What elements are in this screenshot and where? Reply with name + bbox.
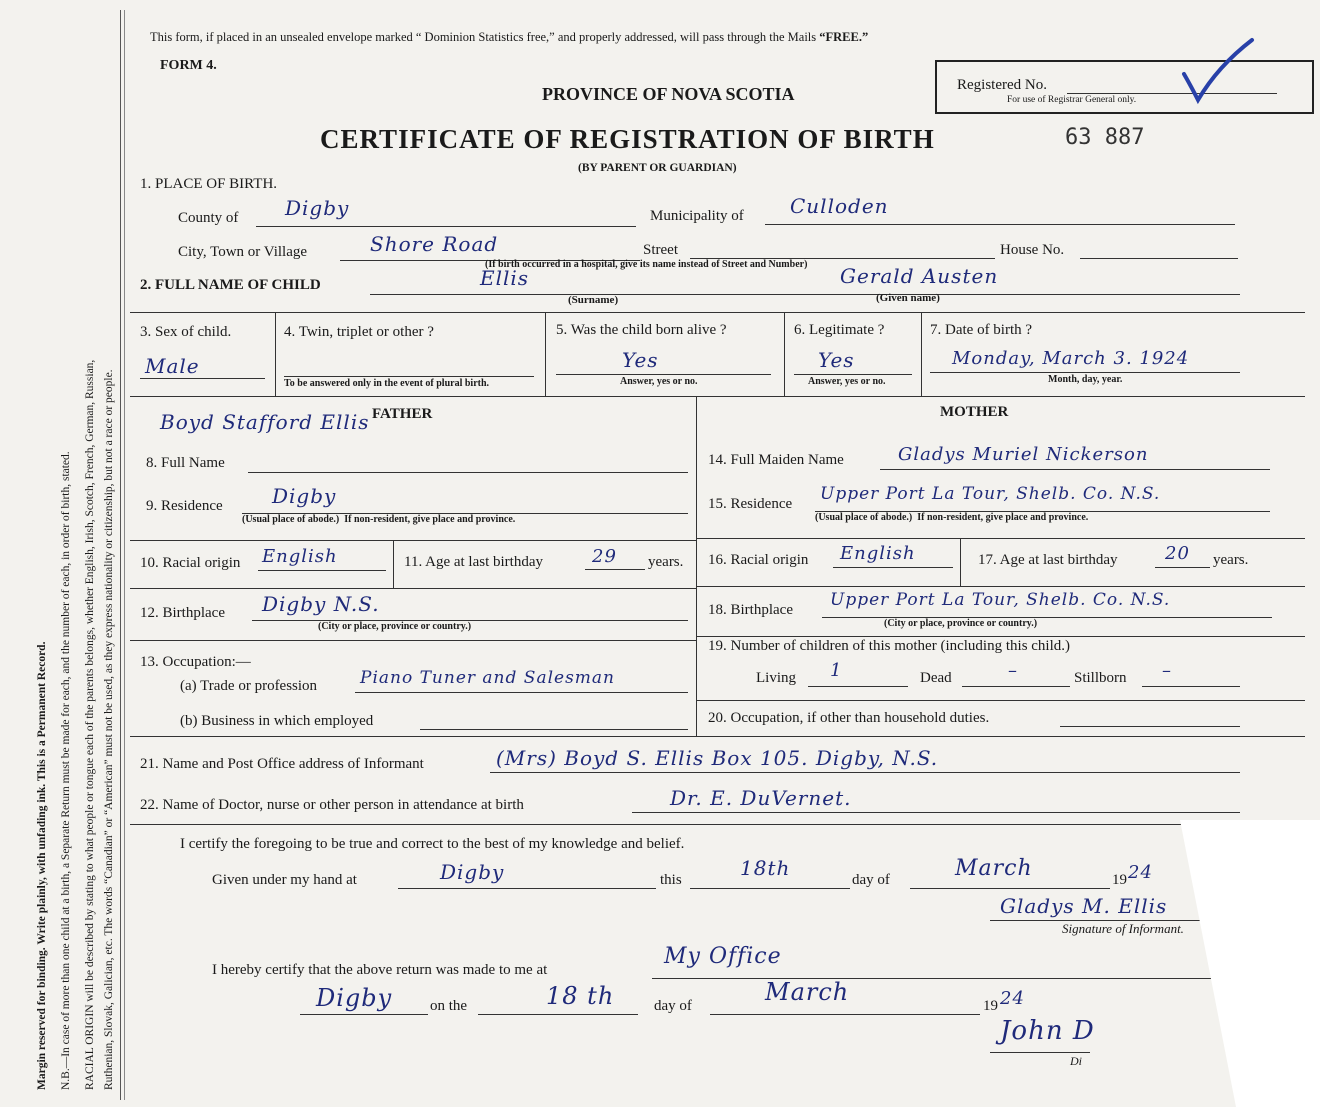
dob-label: 7. Date of birth ?: [930, 322, 1033, 338]
facts-top-rule: [130, 312, 1305, 313]
registrar-town-value: Digby: [316, 984, 393, 1012]
mother-age-value: 20: [1165, 543, 1190, 564]
given-place-value: Digby: [440, 860, 505, 884]
binding-rule-2: [124, 10, 125, 1100]
child-name-line: [370, 294, 1240, 295]
sex-value: Male: [145, 354, 200, 378]
father-name-line: [248, 472, 688, 473]
father-business-line: [420, 729, 688, 730]
father-trade-label: (a) Trade or profession: [180, 678, 318, 694]
dead-line: [962, 686, 1070, 687]
mother-name-line: [880, 469, 1270, 470]
margin-binding-note: Margin reserved for binding. Write plainly, with unfading ink. This is a Permanent Record.: [36, 641, 48, 1090]
father-birthplace-label: 12. Birthplace: [140, 605, 225, 621]
margin-multiple-birth-note: N.B.—In case of more than one child at a birth, a Separate Return must be made for each, and the number of each, in order of birth, stated.: [60, 451, 72, 1090]
sex-label: 3. Sex of child.: [140, 324, 232, 340]
signature-label: Signature of Informant.: [1062, 921, 1184, 936]
father-racial-line: [258, 570, 386, 571]
cert-year-value: 24: [1128, 862, 1153, 883]
checkmark-icon: [1178, 36, 1258, 106]
cert-day-line: [690, 888, 850, 889]
registrar-signature-line: [990, 1052, 1090, 1053]
child-name-label: 2. FULL NAME OF CHILD: [140, 277, 321, 293]
alive-note: Answer, yes or no.: [620, 376, 698, 387]
cert-month-line: [910, 888, 1110, 889]
father-trade-value: Piano Tuner and Salesman: [360, 668, 616, 688]
form-number: FORM 4.: [160, 58, 217, 73]
registrar-statement: I hereby certify that the above return was made to me at: [212, 962, 548, 978]
this-label: this: [660, 872, 682, 888]
province-heading: PROVINCE OF NOVA SCOTIA: [542, 84, 795, 104]
living-label: Living: [756, 670, 796, 686]
municipality-value: Culloden: [790, 194, 889, 218]
father-birthplace-value: Digby N.S.: [262, 592, 380, 616]
mother-name-value: Gladys Muriel Nickerson: [898, 444, 1149, 465]
father-name-value: Boyd Stafford Ellis: [160, 410, 370, 434]
informant-line: [490, 772, 1240, 773]
legitimate-line: [794, 374, 912, 375]
mother-abode-note: (Usual place of abode.) If non-resident, give place and province.: [815, 512, 1089, 523]
dead-value: –: [1008, 660, 1018, 681]
margin-racial-origin-note: RACIAL ORIGIN will be described by stating to what people or tongue each of the parents belongs, whether English, Irish, Scotch, French, German, Russian,: [84, 359, 96, 1090]
informant-label: 21. Name and Post Office address of Informant: [140, 756, 424, 772]
mail-notice: This form, if placed in an unsealed envelope marked “ Dominion Statistics free,” and properly addressed, will pass through the Mails “FREE.”: [150, 30, 869, 44]
father-age-label: 11. Age at last birthday: [404, 554, 543, 570]
father-rule-3: [130, 640, 696, 641]
certify-statement: I certify the foregoing to be true and correct to the best of my knowledge and belief.: [180, 836, 685, 852]
doctor-value: Dr. E. DuVernet.: [670, 786, 852, 810]
mother-birthplace-label: 18. Birthplace: [708, 602, 793, 618]
mother-age-line: [1155, 567, 1210, 568]
father-age-line: [585, 569, 645, 570]
stillborn-value: –: [1162, 660, 1172, 681]
father-age-value: 29: [592, 546, 617, 567]
legitimate-label: 6. Legitimate ?: [794, 322, 885, 338]
parents-bottom-rule: [130, 736, 1305, 737]
registrar-signature: John D: [1000, 1016, 1095, 1046]
street-label: Street: [643, 242, 678, 258]
mother-racial-label: 16. Racial origin: [708, 552, 809, 568]
dob-note: Month, day, year.: [1048, 374, 1123, 385]
twin-line: [284, 376, 534, 377]
registrar-month-line: [710, 1014, 980, 1015]
registrar-trailing-text: Di: [1070, 1054, 1082, 1068]
doctor-line: [632, 812, 1240, 813]
father-business-label: (b) Business in which employed: [180, 713, 374, 729]
mother-name-label: 14. Full Maiden Name: [708, 452, 844, 468]
mother-residence-value: Upper Port La Tour, Shelb. Co. N.S.: [820, 484, 1161, 504]
father-trade-line: [355, 692, 688, 693]
alive-line: [556, 374, 771, 375]
legitimate-value: Yes: [818, 348, 855, 372]
house-no-label: House No.: [1000, 242, 1065, 258]
mother-rule-4: [696, 700, 1305, 701]
mother-years-label: years.: [1213, 552, 1249, 568]
registrar-day-line: [478, 1014, 638, 1015]
binding-rule: [120, 10, 121, 1100]
cert-day-of-label: day of: [852, 872, 890, 888]
certificate-subtitle: (BY PARENT OR GUARDIAN): [578, 162, 737, 174]
given-under-hand-label: Given under my hand at: [212, 872, 357, 888]
registrar-day-value: 18 th: [546, 982, 615, 1010]
dob-value: Monday, March 3. 1924: [952, 348, 1190, 369]
mother-age-label: 17. Age at last birthday: [978, 552, 1118, 568]
dead-label: Dead: [920, 670, 952, 686]
registrar-day-of-label: day of: [654, 998, 692, 1014]
mother-racial-line: [833, 567, 953, 568]
mother-birthplace-note: (City or place, province or country.): [884, 618, 1038, 629]
father-racial-label: 10. Racial origin: [140, 555, 241, 571]
father-racial-value: English: [262, 546, 338, 567]
facts-divider-2: [545, 312, 546, 396]
twin-note: To be answered only in the event of plural birth.: [284, 378, 490, 389]
serial-number: 63 887: [1065, 125, 1145, 150]
doctor-label: 22. Name of Doctor, nurse or other person in attendance at birth: [140, 797, 524, 813]
place-of-birth-label: 1. PLACE OF BIRTH.: [140, 176, 278, 192]
certification-rule: [130, 824, 1305, 825]
father-occupation-label: 13. Occupation:—: [140, 654, 251, 670]
living-value: 1: [830, 660, 843, 681]
informant-value: (Mrs) Boyd S. Ellis Box 105. Digby, N.S.: [496, 746, 939, 770]
alive-label: 5. Was the child born alive ?: [556, 322, 727, 338]
stillborn-label: Stillborn: [1074, 670, 1127, 686]
registered-note: For use of Registrar General only.: [1007, 95, 1137, 105]
registrar-year-prefix: 19: [983, 998, 998, 1014]
mother-occupation-label: 20. Occupation, if other than household duties.: [708, 710, 990, 726]
father-residence-value: Digby: [272, 484, 337, 508]
municipality-line: [765, 224, 1235, 225]
cert-month-value: March: [955, 856, 1033, 881]
mother-rule-3: [696, 636, 1305, 637]
given-name-label: (Given name): [876, 292, 940, 304]
dob-line: [930, 372, 1240, 373]
city-value: Shore Road: [370, 232, 499, 256]
margin-racial-origin-note-2: Ruthenian, Slovak, Galician, etc. The words “Canadian” or “American” must not be used, as they express nationality or citizenship, but not a race or people.: [103, 369, 115, 1090]
father-birthplace-note: (City or place, province or country.): [318, 621, 472, 632]
father-abode-note: (Usual place of abode.) If non-resident, give place and province.: [242, 514, 516, 525]
mother-birthplace-value: Upper Port La Tour, Shelb. Co. N.S.: [830, 590, 1171, 610]
mother-children-label: 19. Number of children of this mother (including this child.): [708, 638, 1071, 654]
sex-line: [140, 378, 265, 379]
cert-day-value: 18th: [740, 856, 791, 880]
surname-label: (Surname): [568, 294, 619, 306]
stillborn-line: [1142, 686, 1240, 687]
facts-divider-3: [784, 312, 785, 396]
registrar-year-value: 24: [1000, 988, 1025, 1009]
registered-label: Registered No.: [957, 77, 1047, 93]
county-value: Digby: [285, 196, 350, 220]
parents-divider: [696, 396, 697, 736]
registrar-place-value: My Office: [664, 944, 782, 969]
father-name-label: 8. Full Name: [146, 455, 225, 471]
given-place-line: [398, 888, 656, 889]
torn-corner: [1180, 820, 1320, 1107]
child-given-name: Gerald Austen: [840, 264, 999, 288]
father-residence-label: 9. Residence: [146, 498, 223, 514]
legitimate-note: Answer, yes or no.: [808, 376, 886, 387]
cert-year-prefix: 19: [1112, 872, 1127, 888]
living-line: [808, 686, 908, 687]
mother-rule-2: [696, 586, 1305, 587]
informant-signature: Gladys M. Ellis: [1000, 894, 1168, 918]
city-label: City, Town or Village: [178, 244, 308, 260]
facts-bottom-rule: [130, 396, 1305, 397]
facts-divider-1: [275, 312, 276, 396]
mother-heading: MOTHER: [940, 404, 1009, 420]
mother-racial-value: English: [840, 543, 916, 564]
registrar-month-value: March: [765, 978, 850, 1006]
on-the-label: on the: [430, 998, 468, 1014]
father-heading: FATHER: [372, 406, 433, 422]
father-rule-1: [130, 540, 696, 541]
county-label: County of: [178, 210, 239, 226]
alive-value: Yes: [622, 348, 659, 372]
registrar-town-line: [300, 1014, 428, 1015]
certificate-title: CERTIFICATE OF REGISTRATION OF BIRTH: [320, 124, 935, 154]
child-surname: Ellis: [480, 266, 530, 290]
mother-occupation-line: [1060, 726, 1240, 727]
hospital-note: (If birth occurred in a hospital, give its name instead of Street and Number): [485, 259, 808, 270]
facts-divider-4: [921, 312, 922, 396]
mother-rule-1: [696, 538, 1305, 539]
house-line: [1080, 258, 1238, 259]
county-line: [256, 226, 636, 227]
father-age-divider: [393, 540, 394, 588]
municipality-label: Municipality of: [650, 208, 744, 224]
registrar-place-line: [652, 978, 1240, 979]
twin-label: 4. Twin, triplet or other ?: [284, 324, 434, 340]
mother-residence-label: 15. Residence: [708, 496, 793, 512]
mother-age-divider: [960, 538, 961, 586]
father-rule-2: [130, 588, 696, 589]
father-years-label: years.: [648, 554, 684, 570]
